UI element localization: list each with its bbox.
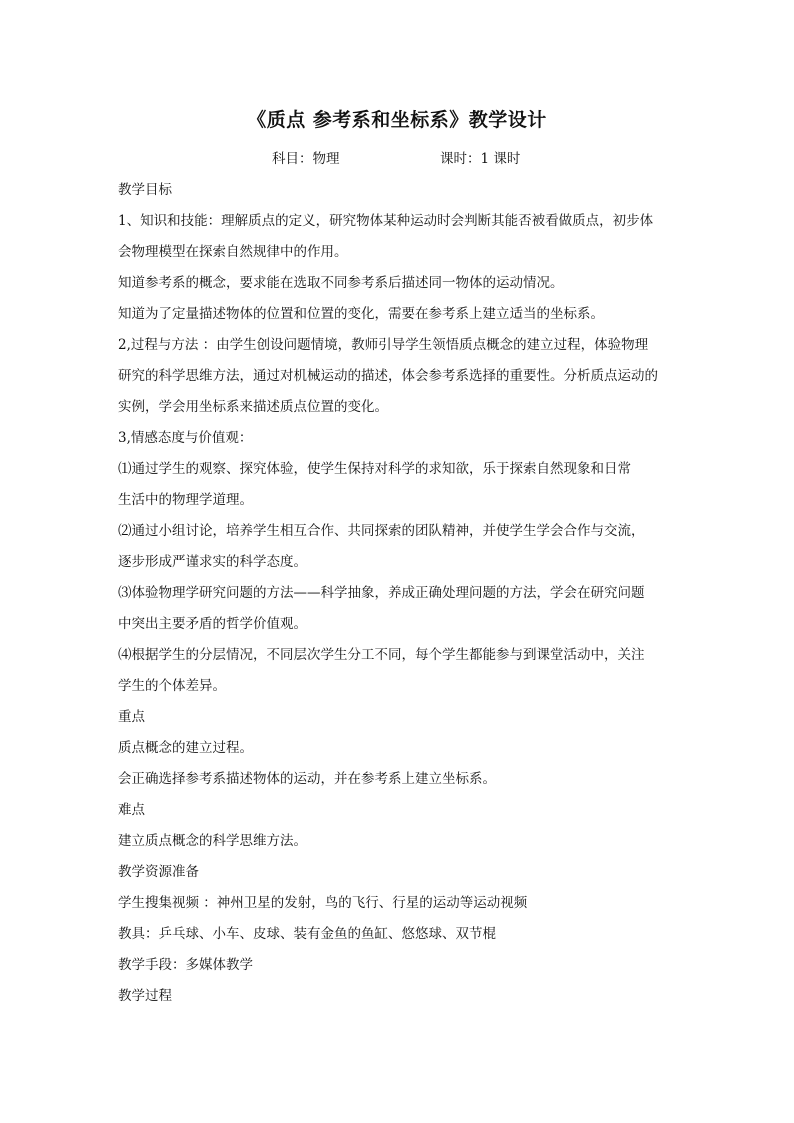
document-title: 《质点 参考系和坐标系》教学设计 [247, 109, 547, 131]
section-heading: 教学目标 [118, 182, 172, 198]
section-heading: 重点 [118, 709, 145, 725]
paragraph-line: 1、知识和技能：理解质点的定义，研究物体某种运动时会判断其能否被看做质点，初步体 [118, 213, 654, 229]
paragraph-line: 教学手段：多媒体教学 [118, 957, 253, 973]
paragraph-line: 生活中的物理学道理。 [118, 492, 253, 508]
document-body [118, 175, 678, 1012]
paragraph-line: 会物理模型在探索自然规律中的作用。 [118, 244, 348, 260]
paragraph-line: 知道为了定量描述物体的位置和位置的变化，需要在参考系上建立适当的坐标系。 [118, 306, 604, 322]
paragraph-line: 中突出主要矛盾的哲学价值观。 [118, 616, 307, 632]
paragraph-line: 教具：乒乓球、小车、皮球、装有金鱼的鱼缸、悠悠球、双节棍 [118, 926, 496, 942]
paragraph-line: 建立质点概念的科学思维方法。 [118, 833, 307, 849]
class-hours-label: 课时：1 课时 [440, 151, 521, 167]
section-heading: 教学资源准备 [118, 864, 199, 880]
paragraph-line: 研究的科学思维方法，通过对机械运动的描述，体会参考系选择的重要性。分析质点运动的 [118, 368, 658, 384]
paragraph-line: 实例，学会用坐标系来描述质点位置的变化。 [118, 399, 388, 415]
paragraph-line: ⑶体验物理学研究问题的方法——科学抽象，养成正确处理问题的方法，学会在研究问题 [118, 585, 645, 601]
paragraph-line: 会正确选择参考系描述物体的运动，并在参考系上建立坐标系。 [118, 771, 496, 787]
paragraph-line: 质点概念的建立过程。 [118, 740, 253, 756]
paragraph-line: 2,过程与方法 ：由学生创设问题情境，教师引导学生领悟质点概念的建立过程，体验物理 [118, 337, 649, 353]
paragraph-line: ⑷根据学生的分层情况，不同层次学生分工不同，每个学生都能参与到课堂活动中，关注 [118, 647, 645, 663]
paragraph-line: 知道参考系的概念，要求能在选取不同参考系后描述同一物体的运动情况。 [118, 275, 564, 291]
paragraph-line: 学生的个体差异。 [118, 678, 226, 694]
section-heading: 教学过程 [118, 988, 172, 1004]
paragraph-line: 学生搜集视频 ：神州卫星的发射，鸟的飞行、行星的运动等运动视频 [118, 895, 528, 911]
paragraph-line: ⑵通过小组讨论，培养学生相互合作、共同探索的团队精神，并使学生学会合作与交流， [118, 523, 645, 539]
paragraph-line: 3,情感态度与价值观： [118, 430, 253, 446]
section-heading: 难点 [118, 802, 145, 818]
subject-label: 科目：物理 [272, 151, 340, 167]
paragraph-line: ⑴通过学生的观察、探究体验，使学生保持对科学的求知欲，乐于探索自然现象和日常 [118, 461, 631, 477]
paragraph-line: 逐步形成严谨求实的科学态度。 [118, 554, 307, 570]
